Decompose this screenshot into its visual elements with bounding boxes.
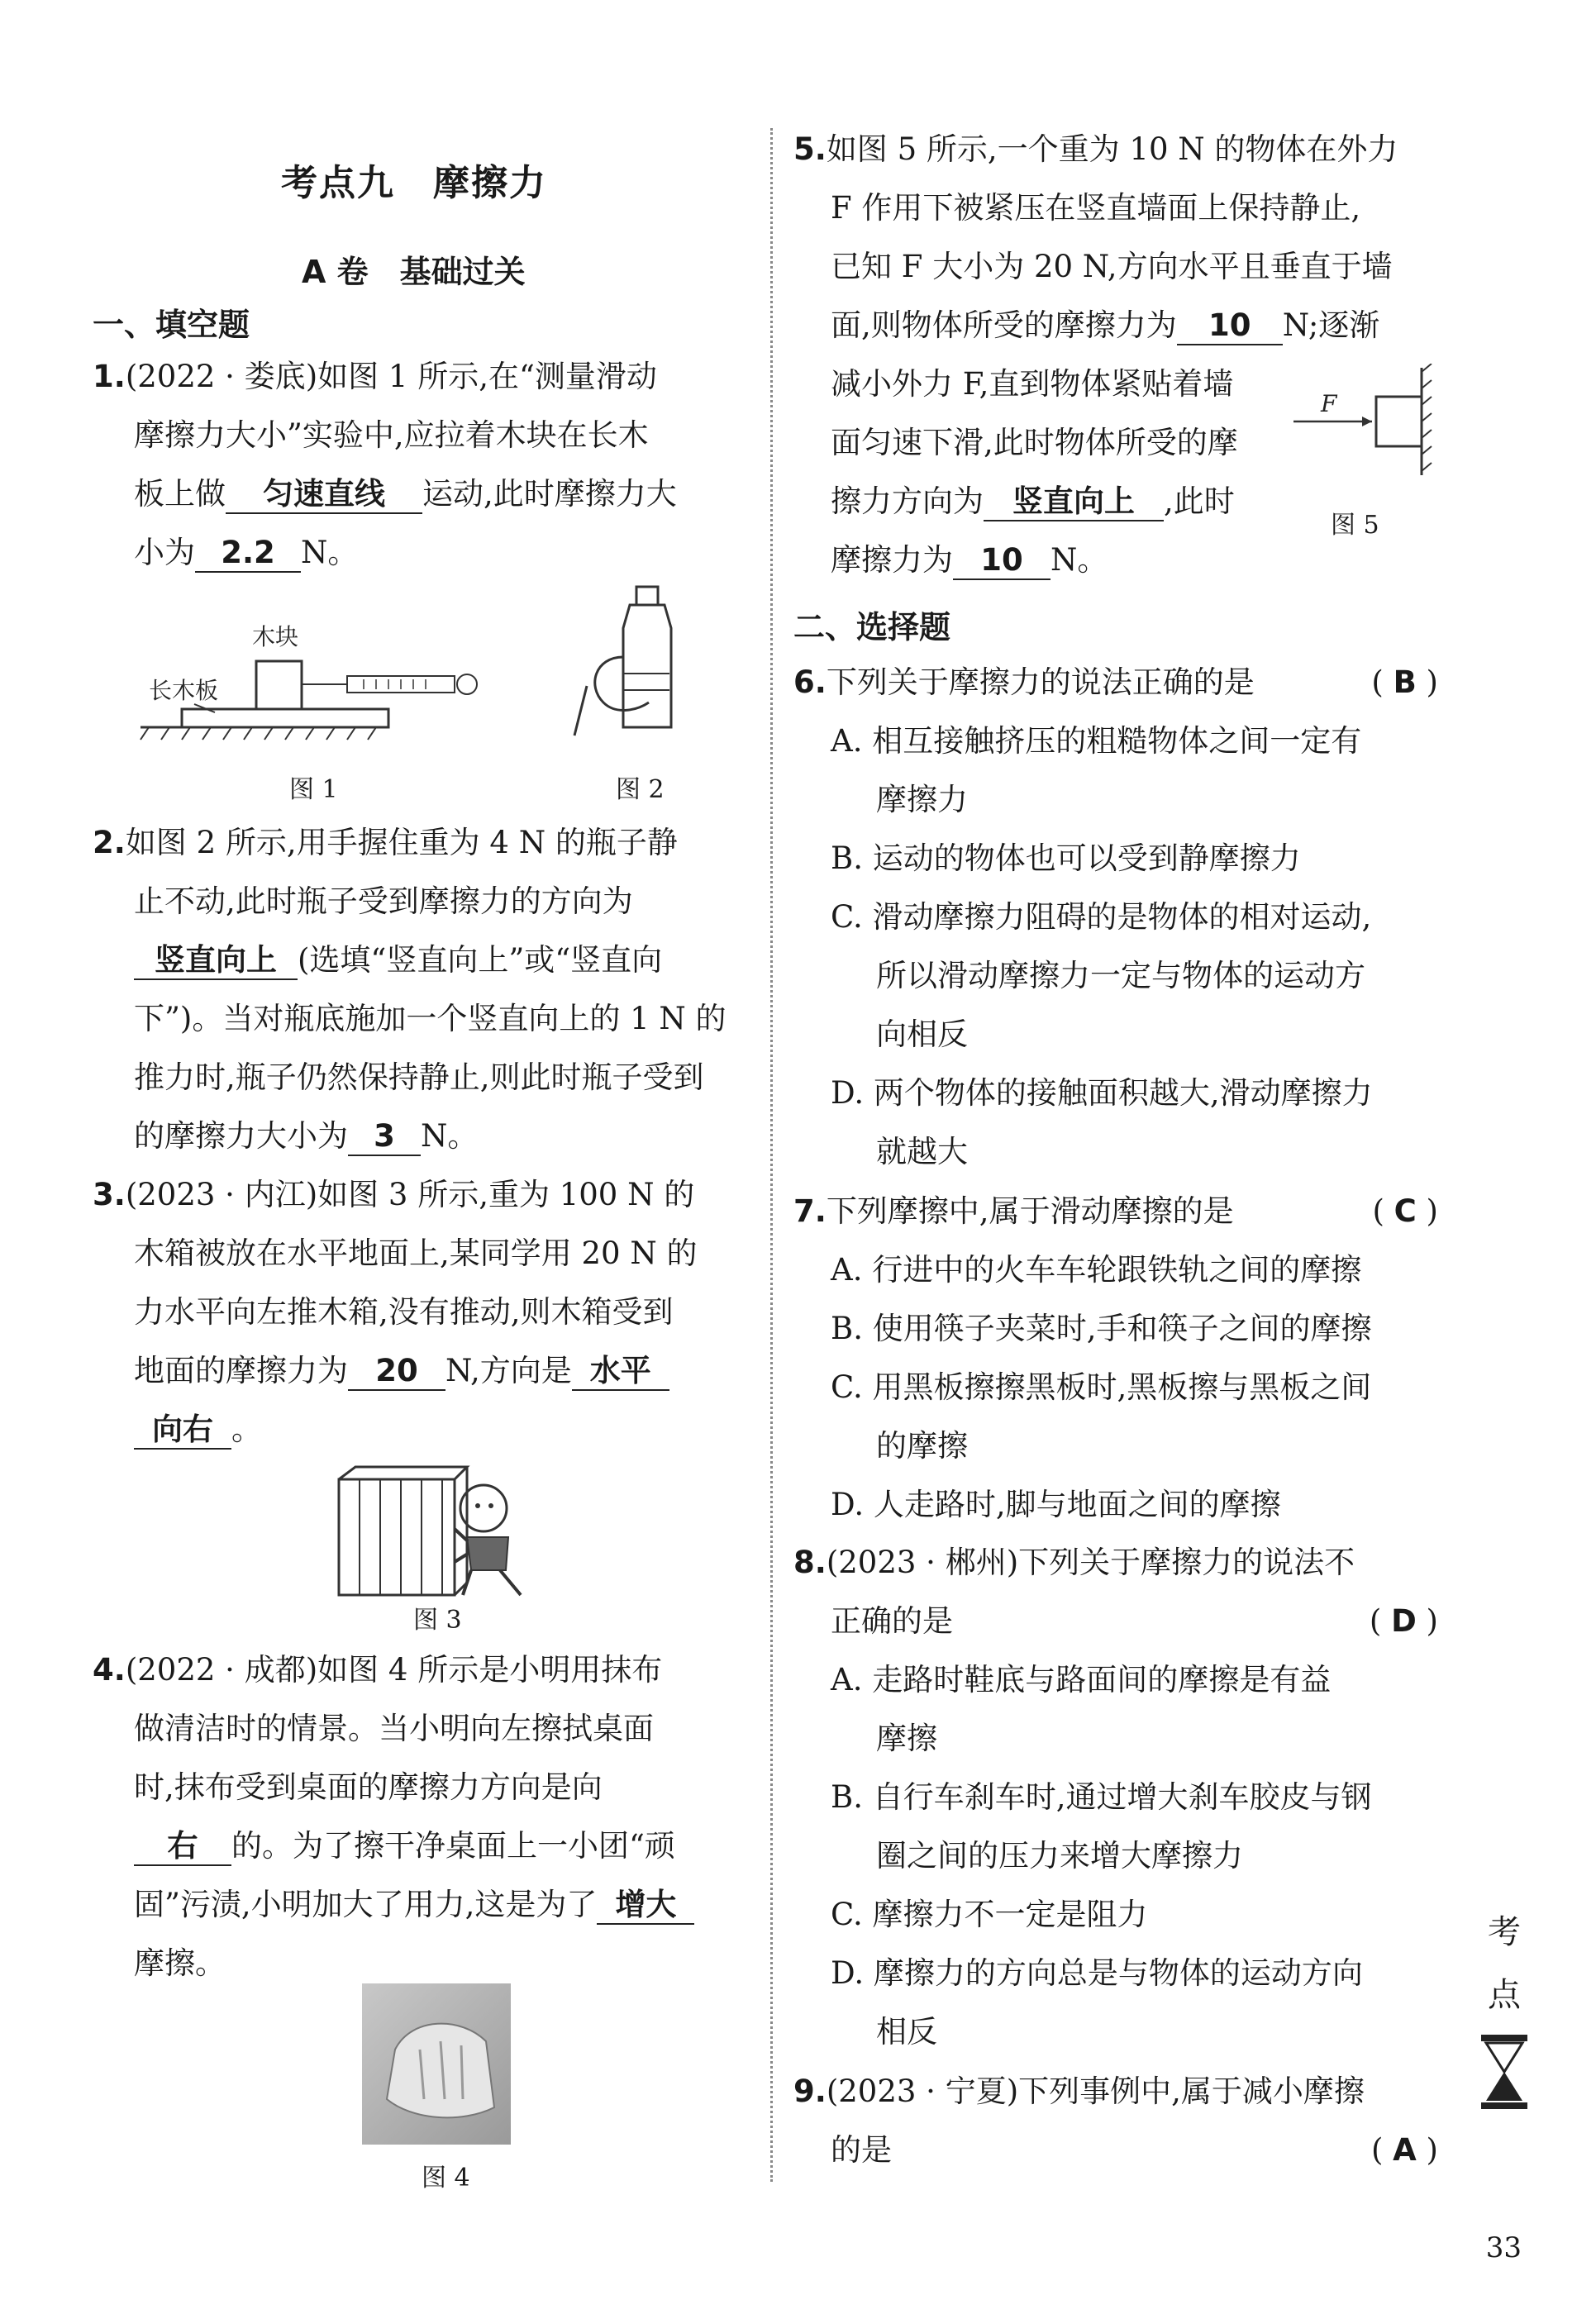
q7-option-b: B. 使用筷子夹菜时,手和筷子之间的摩擦 [831, 1311, 1372, 1346]
q8-answer: D [1391, 1603, 1417, 1639]
q8-option-a: A. 走路时鞋底与路面间的摩擦是有益 [831, 1662, 1332, 1697]
q5-answer-1: 10 [1177, 307, 1283, 345]
figure-4-caption: 图 4 [422, 2164, 470, 2193]
q7-option-d: D. 人走路时,脚与地面之间的摩擦 [831, 1487, 1281, 1522]
q3-answer-2b: 向右 [134, 1412, 231, 1450]
question-7: 7.下列摩擦中,属于滑动摩擦的是 ( C ) A. 行进中的火车车轮跟铁轨之间的摩擦 B. 使用筷子夹菜时,手和筷子之间的摩擦 C. 用黑板擦擦黑板时,黑板擦与黑板之间 的摩擦 D. 人走路时,脚与地面之间的摩擦 [793, 1193, 1438, 1522]
section-multiple-choice: 二、选择题 [793, 609, 951, 645]
figure-5-caption: 图 5 [1331, 511, 1379, 540]
figure-1-friction-experiment [132, 612, 512, 752]
q1-answer-1: 匀速直线 [226, 476, 422, 514]
q4-answer-1: 右 [134, 1828, 231, 1866]
q2-answer-1: 竖直向上 [134, 942, 298, 980]
q7-option-a: A. 行进中的火车车轮跟铁轨之间的摩擦 [831, 1252, 1362, 1288]
q3-answer-2a: 水平 [572, 1353, 669, 1391]
page-subtitle: A 卷 基础过关 [302, 254, 526, 290]
page-title: 考点九 摩擦力 [281, 162, 547, 204]
side-tab: 考 点 [1471, 1901, 1537, 2130]
figure-5-block-wall [1289, 364, 1438, 479]
q8-option-b: B. 自行车刹车时,通过增大刹车胶皮与钢 [831, 1779, 1372, 1815]
page-number: 33 [1485, 2231, 1522, 2264]
fig1-label-board: 长木板 [149, 677, 219, 704]
question-8: 8.(2023 · 郴州)下列关于摩擦力的说法不 正确的是 ( D ) A. 走路时鞋底与路面间的摩擦是有益 摩擦 B. 自行车刹车时,通过增大刹车胶皮与钢 圈之间的压力来增大摩擦力 C. 摩擦力不一定是阻力 D. 摩擦力的方向总是与物体的运动方向 相反 [793, 1545, 1438, 2050]
q9-answer: A [1393, 2132, 1417, 2168]
q7-option-c: C. 用黑板擦擦黑板时,黑板擦与黑板之间 [831, 1369, 1372, 1405]
q1-answer-2: 2.2 [195, 535, 301, 573]
hourglass-icon [1479, 2035, 1529, 2109]
fig5-label-force: F [1321, 390, 1337, 417]
figure-1-caption: 图 1 [289, 775, 338, 804]
figure-4-wiping-photo [362, 1983, 511, 2145]
q5-answer-3: 10 [953, 542, 1051, 580]
q1-number: 1. [93, 359, 126, 394]
q8-option-d: D. 摩擦力的方向总是与物体的运动方向 [831, 1955, 1363, 1991]
q6-option-b: B. 运动的物体也可以受到静摩擦力 [831, 840, 1301, 876]
figure-3-caption: 图 3 [413, 1606, 462, 1635]
q4-answer-2: 增大 [597, 1887, 694, 1925]
question-9: 9.(2023 · 宁夏)下列事例中,属于减小摩擦 的是 ( A ) [793, 2074, 1438, 2168]
q7-answer: C [1394, 1193, 1417, 1229]
q6-option-d: D. 两个物体的接触面积越大,滑动摩擦力 [831, 1075, 1373, 1111]
question-6: 6.下列关于摩擦力的说法正确的是 ( B ) A. 相互接触挤压的粗糙物体之间一定有 摩擦力 B. 运动的物体也可以受到静摩擦力 C. 滑动摩擦力阻碍的是物体的相对运动, 所以滑动摩擦力一定与物体的运动方 向相反 D. 两个物体的接触面积越大,滑动摩擦力 就越大 [793, 664, 1438, 1169]
question-5: 5.如图 5 所示,一个重为 10 N 的物体在外力 F 作用下被紧压在竖直墙面上保持静止, 已知 F 大小为 20 N,方向水平且垂直于墙 面,则物体所受的摩擦力为 10 N;逐渐 减小外力 F,直到物体紧贴着墙 面匀速下滑,此时物体所受的摩 擦力方向为 竖直向上 ,此时 摩擦力为 10 N。 [793, 120, 1398, 589]
q5-answer-2: 竖直向上 [984, 483, 1164, 521]
fig1-label-block: 木块 [252, 623, 299, 650]
figure-2-caption: 图 2 [616, 775, 665, 804]
question-4: 4.(2022 · 成都)如图 4 所示是小明用抹布 做清洁时的情景。当小明向左擦拭桌面 时,抹布受到桌面的摩擦力方向是向 右 的。为了擦干净桌面上一小团“顽 固”污渍,小明加大了用力,这是为了 增大 摩擦。 [93, 1640, 694, 1993]
question-3: 3.(2023 · 内江)如图 3 所示,重为 100 N 的 木箱被放在水平地面上,某同学用 20 N 的 力水平向左推木箱,没有推动,则木箱受到 地面的摩擦力为 20 N,方向是 水平 向右 。 [93, 1165, 698, 1459]
q6-option-c: C. 滑动摩擦力阻碍的是物体的相对运动, [831, 899, 1372, 935]
q6-option-a: A. 相互接触挤压的粗糙物体之间一定有 [831, 723, 1362, 759]
question-2: 2.如图 2 所示,用手握住重为 4 N 的瓶子静 止不动,此时瓶子受到摩擦力的方向为 竖直向上 (选填“竖直向上”或“竖直向 下”)。当对瓶底施加一个竖直向上的 1 N 的 推力时,瓶子仍然保持静止,则此时瓶子受到 的摩擦力大小为 3 N。 [93, 813, 727, 1165]
q6-answer: B [1393, 664, 1417, 700]
section-fill-in: 一、填空题 [93, 307, 250, 343]
question-1: 1.(2022 · 娄底)如图 1 所示,在“测量滑动 摩擦力大小”实验中,应拉着木块在长木 板上做 匀速直线 运动,此时摩擦力大 小为 2.2 N。 [93, 347, 677, 582]
q2-answer-2: 3 [348, 1118, 421, 1156]
figure-3-pushing-box [331, 1463, 545, 1603]
q8-option-c: C. 摩擦力不一定是阻力 [831, 1897, 1148, 1932]
column-divider [770, 128, 773, 2182]
figure-2-hand-bottle [570, 578, 711, 744]
q3-answer-1: 20 [348, 1353, 445, 1391]
